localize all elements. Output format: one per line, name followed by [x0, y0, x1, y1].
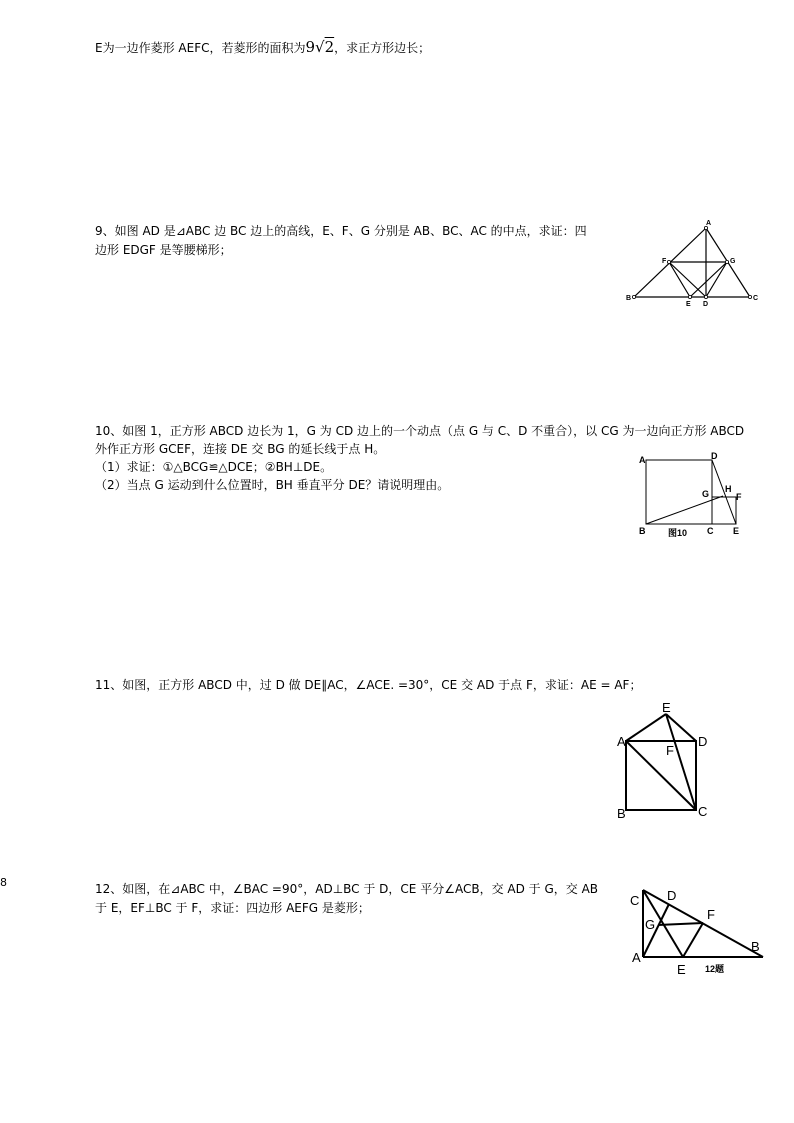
q8-math-radicand: 2 — [324, 38, 335, 56]
q10-label-f: F — [736, 492, 742, 502]
q9-figure — [620, 215, 760, 310]
q12-label-e: E — [677, 962, 686, 977]
q11-label-f: F — [666, 743, 674, 758]
q12-label-d: D — [667, 888, 677, 903]
q9-label-f: F — [662, 258, 667, 265]
q10-square-gcef — [712, 497, 736, 524]
q8-math-coef: 9 — [305, 38, 316, 56]
q10-line1: 10、如图 1，正方形 ABCD 边长为 1，G 为 CD 边上的一个动点（点 G 与 C、D 不重合），以 CG 为一边向正方形 ABCD — [95, 424, 745, 438]
q12-label-g: G — [645, 917, 656, 932]
q12-line2: 于 E，EF⊥BC 于 F，求证：四边形 AEFG 是菱形； — [95, 901, 370, 915]
q10-figure — [630, 450, 750, 542]
q9-label-g: G — [730, 258, 736, 265]
q10-label-a: A — [639, 455, 646, 465]
q12-label-f: F — [707, 907, 715, 922]
q10-label-c: C — [707, 526, 714, 536]
q10-segment-de — [712, 460, 736, 524]
q12-caption: 12题 — [705, 964, 725, 974]
q12-segment-gf — [658, 923, 703, 925]
q11-line1: 11、如图，正方形 ABCD 中，过 D 做 DE∥AC，∠ACE. =30°，CE 交 AD 于点 F，求证：AE = AF； — [95, 678, 642, 692]
q12-segment-ef — [683, 923, 703, 957]
q9-line1: 9、如图 AD 是⊿ABC 边 BC 边上的高线，E、F、G 分别是 AB、BC、AC 的中点，求证：四 — [95, 224, 587, 238]
q8-text — [95, 38, 430, 57]
q11-label-d: D — [698, 734, 708, 749]
q10-line3: （1）求证：①△BCG≌△DCE；②BH⊥DE。 — [95, 460, 333, 474]
q10-segment-bh — [646, 496, 723, 524]
q11-label-a: A — [617, 734, 626, 749]
q11-label-e: E — [662, 700, 671, 715]
q10-caption: 图10 — [668, 528, 688, 538]
q10-label-g: G — [702, 489, 710, 499]
q10-line4: （2）当点 G 运动到什么位置时，BH 垂直平分 DE？请说明理由。 — [95, 478, 450, 492]
q9-label-b: B — [626, 295, 632, 302]
q9-line2: 边形 EDGF 是等腰梯形； — [95, 243, 232, 257]
q8-text-after: ，求正方形边长； — [334, 41, 431, 55]
q9-label-c: C — [753, 295, 759, 302]
q12-figure — [625, 880, 775, 980]
q9-label-d: D — [703, 301, 709, 308]
q10-label-e: E — [733, 526, 740, 536]
q12-label-a: A — [632, 950, 641, 965]
q12-label-c: C — [630, 893, 640, 908]
q9-label-e: E — [686, 301, 691, 308]
q12-label-b: B — [751, 939, 760, 954]
q11-figure — [610, 700, 720, 825]
q11-label-c: C — [698, 804, 708, 819]
q10-line2: 外作正方形 GCEF，连接 DE 交 BG 的延长线于点 H。 — [95, 442, 386, 456]
q11-label-b: B — [617, 806, 626, 821]
q8-math: 9√2 — [305, 38, 335, 56]
q8-text-before: E为一边作菱形 AEFC，若菱形的面积为 — [95, 41, 306, 55]
q10-label-h: H — [725, 484, 732, 494]
q10-label-b: B — [639, 526, 646, 536]
margin-mark: 8 — [0, 876, 7, 889]
q9-label-a: A — [706, 220, 712, 227]
q10-label-d: D — [711, 451, 718, 461]
q12-line1: 12、如图，在⊿ABC 中，∠BAC =90°，AD⊥BC 于 D，CE 平分∠ACB，交 AD 于 G，交 AB — [95, 882, 599, 896]
q11-segment-ae — [626, 714, 666, 741]
